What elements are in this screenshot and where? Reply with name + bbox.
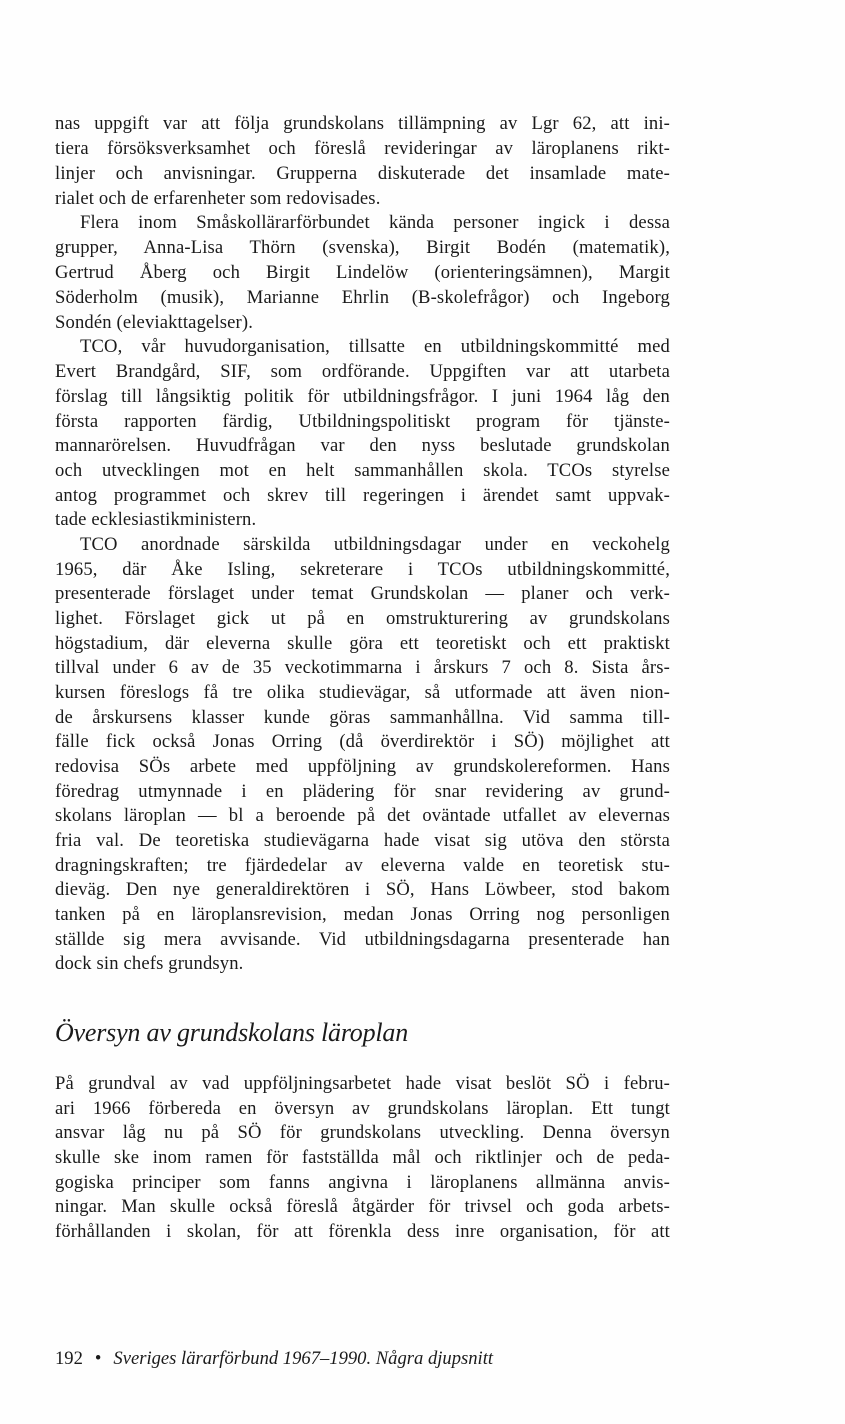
page-footer: [55, 1348, 493, 1370]
text-line: förslag till långsiktig politik för utbildningsfrågor. I juni 1964 låg den: [55, 386, 670, 407]
text-line: dieväg. Den nye generaldirektören i SÖ, Hans Löwbeer, stod bakom: [55, 879, 670, 900]
text-line: gogiska principer som fanns angivna i läroplanens allmänna anvis-: [55, 1172, 670, 1193]
text-line: ari 1966 förbereda en översyn av grundskolans läroplan. Ett tungt: [55, 1098, 670, 1119]
text-line: dock sin chefs grundsyn.: [55, 953, 244, 974]
text-line: tade ecklesiastikministern.: [55, 509, 257, 530]
text-line: tiera försöksverksamhet och föreslå revideringar av läroplanens rikt-: [55, 138, 670, 159]
text-line: lighet. Förslaget gick ut på en omstrukturering av grundskolans: [55, 608, 670, 629]
text-line: Gertrud Åberg och Birgit Lindelöw (orienteringsämnen), Margit: [55, 262, 670, 283]
text-line: högstadium, där eleverna skulle göra ett teoretiskt och ett praktiskt: [55, 633, 670, 654]
text-line: förhållanden i skolan, för att förenkla dess inre organisation, för att: [55, 1221, 670, 1242]
text-line: ansvar låg nu på SÖ för grundskolans utveckling. Denna översyn: [55, 1122, 670, 1143]
text-line: ställde sig mera avvisande. Vid utbildningsdagarna presenterade han: [55, 929, 670, 950]
text-line: fria val. De teoretiska studievägarna hade visat sig utöva den största: [55, 830, 670, 851]
text-line: linjer och anvisningar. Grupperna diskuterade det insamlade mate-: [55, 163, 670, 184]
text-line: antog programmet och skrev till regeringen i ärendet samt uppvak-: [55, 485, 670, 506]
text-line: de årskursens klasser kunde göras sammanhållna. Vid samma till-: [55, 707, 670, 728]
text-line: och utvecklingen mot en helt sammanhållen skola. TCOs styrelse: [55, 460, 670, 481]
text-line: presenterade förslaget under temat Grundskolan — planer och verk-: [55, 583, 670, 604]
section-heading: Översyn av grundskolans läroplan: [55, 1018, 408, 1047]
text-line: Evert Brandgård, SIF, som ordförande. Uppgiften var att utarbeta: [55, 361, 670, 382]
text-line: skolans läroplan — bl a beroende på det oväntade utfallet av elevernas: [55, 805, 670, 826]
text-line: skulle ske inom ramen för fastställda mål och riktlinjer och de peda-: [55, 1147, 670, 1168]
text-line: dragningskraften; tre fjärdedelar av eleverna valde en teoretisk stu-: [55, 855, 670, 876]
text-line: Söderholm (musik), Marianne Ehrlin (B-skolefrågor) och Ingeborg: [55, 287, 670, 308]
text-line: TCO anordnade särskilda utbildningsdagar under en veckohelg: [80, 534, 670, 555]
text-line: tanken på en läroplansrevision, medan Jonas Orring nog personligen: [55, 904, 670, 925]
text-line: föredrag utmynnade i en plädering för snar revidering av grund-: [55, 781, 670, 802]
text-line: 1965, där Åke Isling, sekreterare i TCOs utbildningskommitté,: [55, 559, 670, 580]
text-line: kursen föreslogs få tre olika studievägar, så utformade att även nion-: [55, 682, 670, 703]
page-number: 192: [55, 1348, 83, 1369]
text-line: tillval under 6 av de 35 veckotimmarna i årskurs 7 och 8. Sista års-: [55, 657, 670, 678]
text-line: redovisa SÖs arbete med uppföljning av grundskolereformen. Hans: [55, 756, 670, 777]
book-title: Sveriges lärarförbund 1967–1990. Några djupsnitt: [113, 1348, 494, 1369]
text-line: första rapporten färdig, Utbildningspolitiskt program för tjänste-: [55, 411, 670, 432]
text-line: På grundval av vad uppföljningsarbetet hade visat beslöt SÖ i febru-: [55, 1073, 670, 1094]
text-line: Flera inom Småskollärarförbundet kända personer ingick i dessa: [80, 212, 670, 233]
text-line: rialet och de erfarenheter som redovisades.: [55, 188, 381, 209]
text-line: grupper, Anna-Lisa Thörn (svenska), Birgit Bodén (matematik),: [55, 237, 670, 258]
text-line: nas uppgift var att följa grundskolans tillämpning av Lgr 62, att ini-: [55, 113, 670, 134]
text-line: fälle fick också Jonas Orring (då överdirektör i SÖ) möjlighet att: [55, 731, 670, 752]
text-line: ningar. Man skulle också föreslå åtgärder för trivsel och goda arbets-: [55, 1196, 670, 1217]
text-line: mannarörelsen. Huvudfrågan var den nyss beslutade grundskolan: [55, 435, 670, 456]
bullet-separator: •: [94, 1348, 102, 1369]
text-line: Sondén (eleviakttagelser).: [55, 312, 254, 333]
text-line: TCO, vår huvudorganisation, tillsatte en utbildningskommitté med: [80, 336, 670, 357]
